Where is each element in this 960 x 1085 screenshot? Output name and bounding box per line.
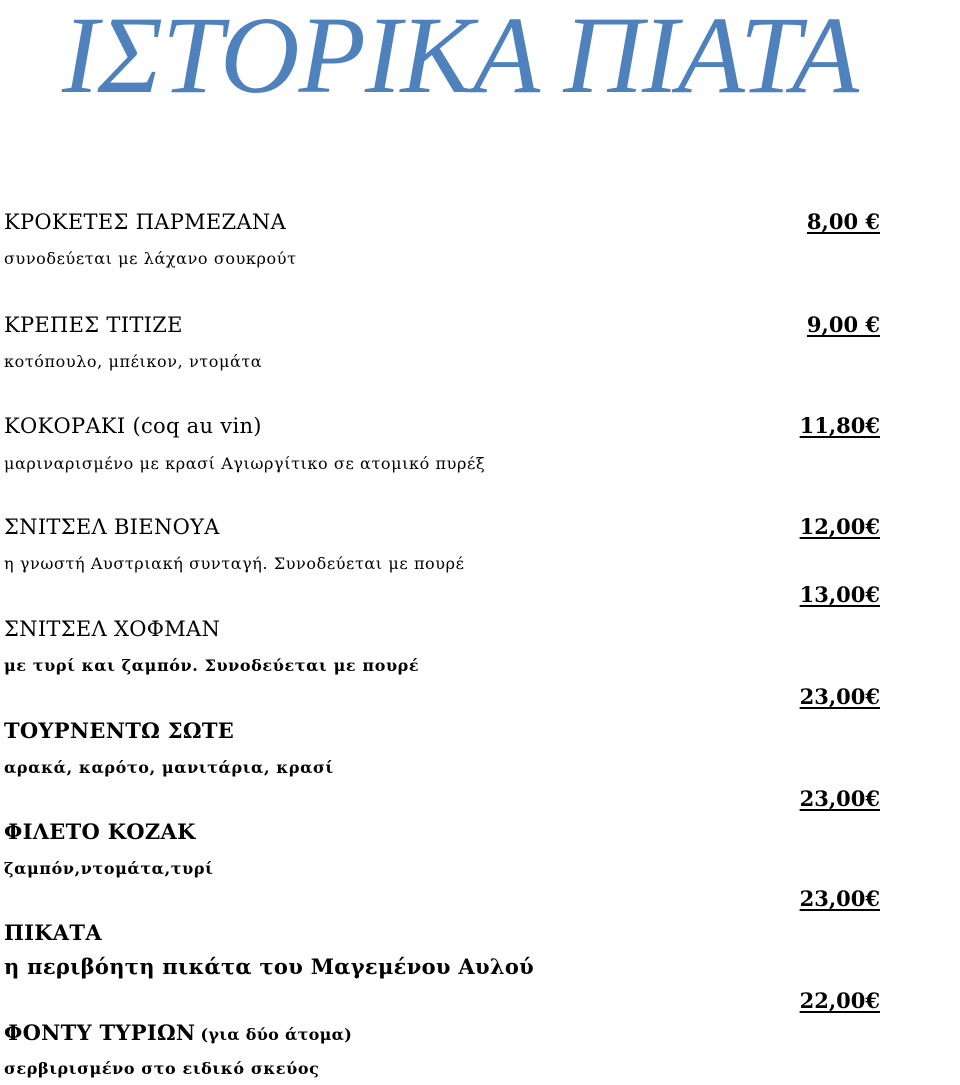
menu-item-name: ΚΡΕΠΕΣ ΤΙΤΙΖΕ [4,313,183,337]
menu-item-note: (για δύο άτομα) [200,1025,353,1044]
menu-item-name: ΤΟΥΡΝΕΝΤΩ ΣΩΤΕ [4,718,235,743]
menu-item-price: 23,00€ [799,684,880,709]
menu-item-price: 23,00€ [799,786,880,811]
menu-item-heading [4,1020,352,1046]
menu-item-description: μαριναρισμένο με κρασί Αγιωργίτικο σε ατομικό πυρέξ [4,454,486,473]
menu-item-description: η γνωστή Αυστριακή συνταγή. Συνοδεύεται με πουρέ [4,554,465,573]
menu-item-description: ζαμπόν,ντομάτα,τυρί [4,859,214,878]
menu-item-price: 22,00€ [799,988,880,1013]
menu-item-name: ΚΡΟΚΕΤΕΣ ΠΑΡΜΕΖΑΝΑ [4,210,287,234]
menu-item-name: ΦΟΝΤΥ ΤΥΡΙΩΝ [4,1020,196,1045]
menu-item-description: με τυρί και ζαμπόν. Συνοδεύεται με πουρέ [4,656,420,675]
menu-item-price: 8,00 € [806,209,880,234]
menu-item-price: 9,00 € [806,312,880,337]
menu-item-name: ΠΙΚΑΤΑ [4,920,102,945]
menu-item-description: συνοδεύεται με λάχανο σουκρούτ [4,249,297,268]
menu-item-price: 12,00€ [799,514,880,539]
menu-item-description: σερβιρισμένο στο ειδικό σκεύος [4,1059,320,1078]
menu-item-name: ΣΝΙΤΣΕΛ ΒΙΕΝΟΥΑ [4,515,220,539]
menu-item-description: η περιβόητη πικάτα του Μαγεμένου Αυλού [4,954,535,979]
menu-item-name: ΚΟΚΟΡΑΚΙ (coq au vin) [4,414,262,438]
menu-item-name: ΣΝΙΤΣΕΛ ΧΟΦΜΑΝ [4,617,221,641]
menu-item-price: 13,00€ [799,582,880,607]
page-title: ΙΣΤΟΡΙΚΑ ΠΙΑΤΑ [62,0,858,116]
menu-item-price: 11,80€ [799,413,880,438]
menu-item-name: ΦΙΛΕΤΟ ΚΟΖΑΚ [4,819,196,844]
menu-item-price: 23,00€ [799,886,880,911]
menu-item-description: κοτόπουλο, μπέικον, ντομάτα [4,352,263,371]
menu-item-description: αρακά, καρότο, μανιτάρια, κρασί [4,758,334,777]
